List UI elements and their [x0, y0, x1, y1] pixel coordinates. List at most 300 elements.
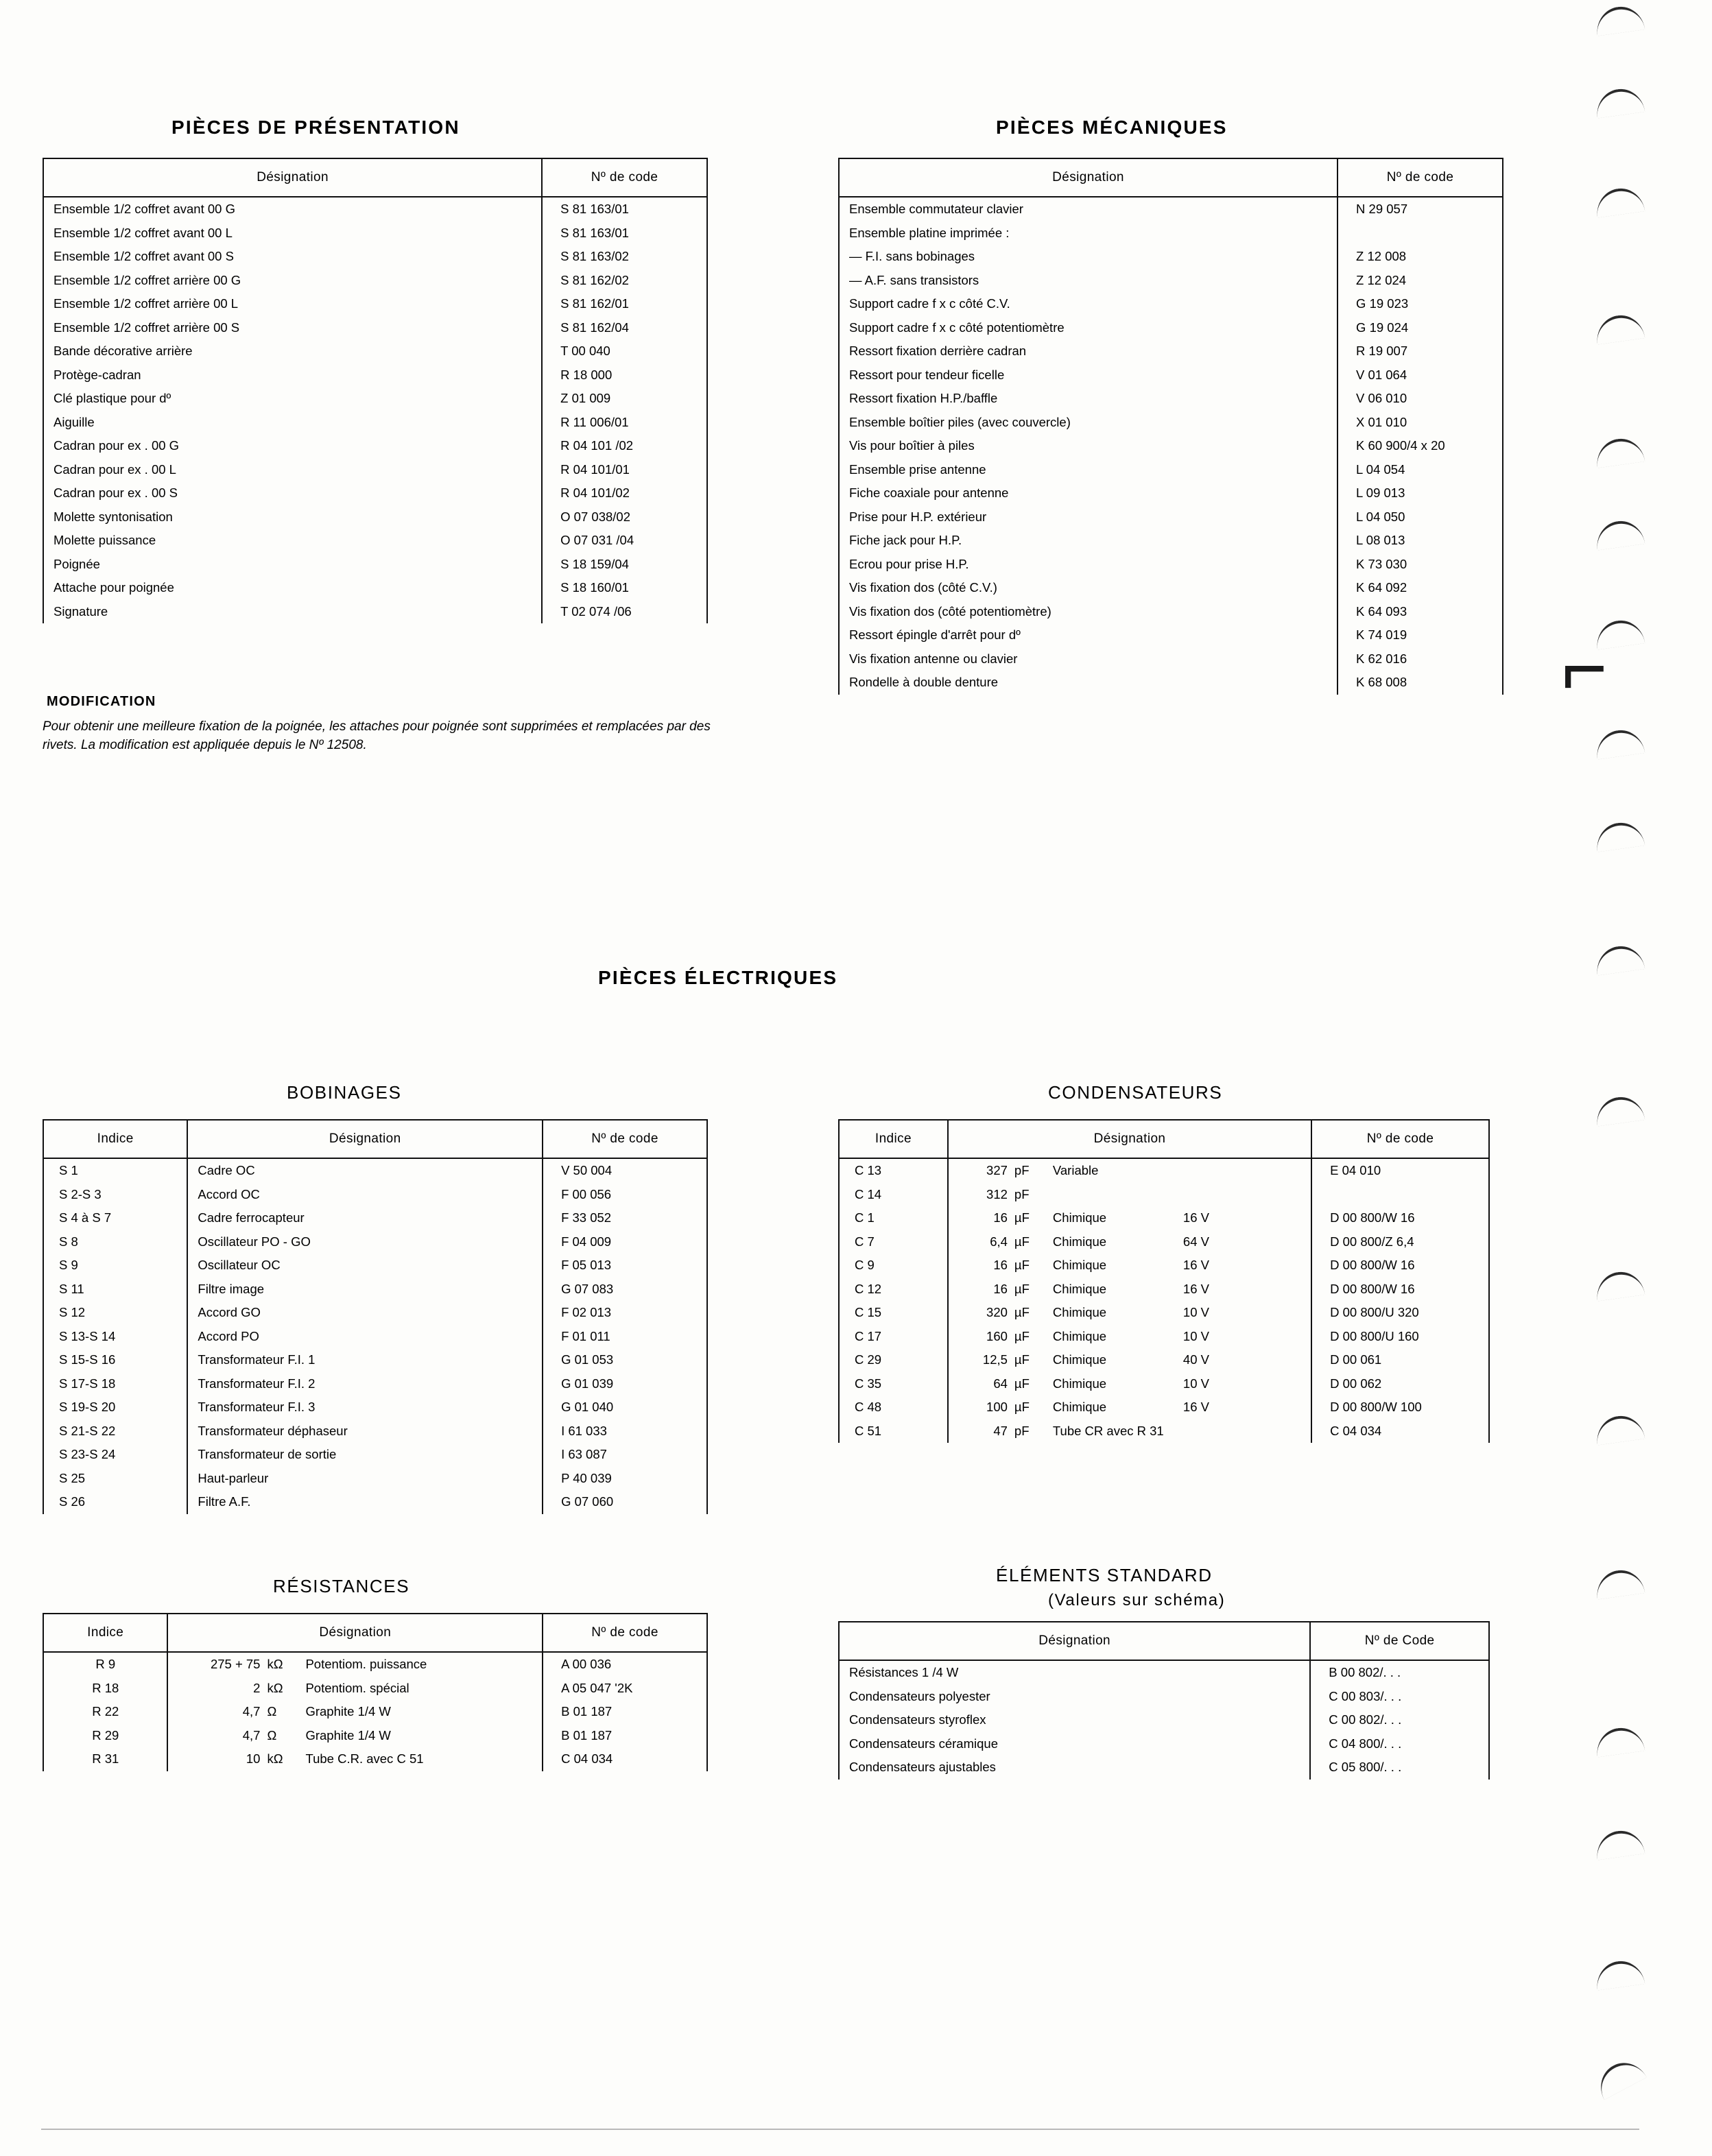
cell-voltage: 16 V: [1182, 1400, 1209, 1414]
cell-code: K 64 092: [1338, 576, 1503, 600]
table-row: [839, 1660, 1489, 1685]
table-header-row: [839, 158, 1503, 197]
binding-mark-icon: [1594, 1269, 1645, 1301]
table-body: [839, 1660, 1489, 1780]
table-row: [839, 481, 1503, 505]
cell-value: 320: [986, 1305, 1008, 1319]
binding-mark-icon: [1594, 1094, 1645, 1126]
cell-code: S 81 162/02: [542, 269, 707, 293]
cell-unit: kΩ: [267, 1657, 283, 1671]
cell-code: G 07 060: [543, 1490, 707, 1514]
table-row: [43, 1700, 707, 1724]
cell-code: G 19 024: [1338, 316, 1503, 340]
cell-designation: [167, 1700, 543, 1724]
cell-value: 10: [246, 1751, 261, 1766]
cell-designation: Bande décorative arrière: [43, 339, 542, 363]
binding-mark-icon: [1594, 435, 1645, 468]
cell-designation: Transformateur déphaseur: [187, 1420, 543, 1444]
cell-indice: S 25: [43, 1467, 187, 1491]
table-row: [43, 1230, 707, 1254]
col-designation: Désignation: [43, 158, 542, 197]
cell-indice: S 4 à S 7: [43, 1206, 187, 1230]
cell-code: R 04 101/01: [542, 458, 707, 482]
cell-unit: µF: [1014, 1234, 1030, 1249]
cell-voltage: 16 V: [1182, 1258, 1209, 1272]
table-row: [43, 576, 707, 600]
cell-code: F 05 013: [543, 1254, 707, 1278]
cell-code: C 05 800/. . .: [1310, 1756, 1489, 1780]
cell-designation: — A.F. sans transistors: [839, 269, 1338, 293]
table-row: [839, 1158, 1489, 1183]
cell-indice: R 22: [43, 1700, 167, 1724]
table-row: [839, 1301, 1489, 1325]
cell-indice: S 17-S 18: [43, 1372, 187, 1396]
cell-designation: Ressort fixation derrière cadran: [839, 339, 1338, 363]
cell-code: O 07 038/02: [542, 505, 707, 529]
cell-code: T 02 074 /06: [542, 600, 707, 624]
table-row: [839, 1756, 1489, 1780]
cell-code: D 00 800/W 16: [1311, 1254, 1489, 1278]
cell-designation: Cadre OC: [187, 1158, 543, 1183]
cell-type: Chimique: [1052, 1258, 1107, 1272]
cell-voltage: 40 V: [1182, 1352, 1209, 1367]
cell-designation: — F.I. sans bobinages: [839, 245, 1338, 269]
table-row: [839, 647, 1503, 671]
col-designation: Désignation: [187, 1120, 543, 1158]
cell-designation: Transformateur de sortie: [187, 1443, 543, 1467]
col-code: Nº de Code: [1310, 1622, 1489, 1660]
cell-code: D 00 800/W 16: [1311, 1278, 1489, 1302]
cell-code: G 07 083: [543, 1278, 707, 1302]
binding-mark-icon: [1594, 819, 1645, 852]
cell-indice: R 18: [43, 1677, 167, 1701]
table-row: [43, 1747, 707, 1771]
cell-code: V 50 004: [543, 1158, 707, 1183]
cell-code: S 18 160/01: [542, 576, 707, 600]
cell-designation: [948, 1254, 1311, 1278]
cell-type: Potentiom. spécial: [305, 1680, 409, 1695]
table-row: [839, 553, 1503, 577]
cell-type: Chimique: [1052, 1210, 1107, 1225]
cell-designation: [948, 1325, 1311, 1349]
cell-code: B 01 187: [543, 1724, 707, 1748]
cell-code: L 04 050: [1338, 505, 1503, 529]
table-row: [839, 411, 1503, 435]
binding-mark-icon: [1594, 943, 1645, 975]
table-row: [839, 434, 1503, 458]
cell-code: F 04 009: [543, 1230, 707, 1254]
cell-code: L 08 013: [1338, 529, 1503, 553]
section-title-electriques: PIÈCES ÉLECTRIQUES: [598, 967, 838, 988]
binding-mark-icon: [1594, 727, 1645, 759]
table-row: [839, 1685, 1489, 1709]
table-row: [43, 1278, 707, 1302]
cell-type: Chimique: [1052, 1352, 1107, 1367]
binding-mark-icon: [1594, 312, 1645, 344]
cell-code: F 02 013: [543, 1301, 707, 1325]
cell-designation: [948, 1420, 1311, 1444]
cell-designation: Cadran pour ex . 00 S: [43, 481, 542, 505]
cell-designation: Cadran pour ex . 00 L: [43, 458, 542, 482]
table-row: [43, 1420, 707, 1444]
cell-value: 2: [253, 1680, 261, 1695]
cell-type: Graphite 1/4 W: [305, 1727, 391, 1742]
table-row: [43, 600, 707, 624]
cell-code: G 19 023: [1338, 292, 1503, 316]
cell-unit: µF: [1014, 1328, 1030, 1343]
cell-designation: Attache pour poignée: [43, 576, 542, 600]
cell-code: G 01 040: [543, 1396, 707, 1420]
cell-code: Z 12 024: [1338, 269, 1503, 293]
table-row: [43, 316, 707, 340]
cell-unit: pF: [1014, 1163, 1030, 1177]
cell-code: S 81 163/01: [542, 221, 707, 245]
cell-designation: Rondelle à double denture: [839, 671, 1338, 695]
table-row: [839, 292, 1503, 316]
cell-designation: Ensemble 1/2 coffret arrière 00 S: [43, 316, 542, 340]
cell-designation: Ensemble 1/2 coffret avant 00 G: [43, 197, 542, 221]
cell-code: C 04 800/. . .: [1310, 1732, 1489, 1756]
cell-designation: Vis pour boîtier à piles: [839, 434, 1338, 458]
cell-designation: Molette syntonisation: [43, 505, 542, 529]
table-row: [839, 1348, 1489, 1372]
cell-indice: S 2-S 3: [43, 1183, 187, 1207]
cell-designation: Haut-parleur: [187, 1467, 543, 1491]
subsection-title-bobinages: BOBINAGES: [287, 1082, 402, 1103]
cell-value: 4,7: [242, 1727, 261, 1742]
cell-code: O 07 031 /04: [542, 529, 707, 553]
cell-code: F 00 056: [543, 1183, 707, 1207]
cell-indice: C 7: [839, 1230, 948, 1254]
cell-code: K 68 008: [1338, 671, 1503, 695]
cell-designation: Filtre image: [187, 1278, 543, 1302]
cell-indice: R 9: [43, 1652, 167, 1677]
table-bobinages: [43, 1119, 708, 1514]
cell-value: 327: [986, 1163, 1008, 1177]
table-row: [839, 671, 1503, 695]
cell-unit: µF: [1014, 1305, 1030, 1319]
cell-code: [1311, 1183, 1489, 1207]
cell-code: S 18 159/04: [542, 553, 707, 577]
cell-voltage: 64 V: [1182, 1234, 1209, 1249]
cell-designation: Ensemble prise antenne: [839, 458, 1338, 482]
cell-code: T 00 040: [542, 339, 707, 363]
table-row: [839, 576, 1503, 600]
cell-designation: Ressort fixation H.P./baffle: [839, 387, 1338, 411]
subsection-title-resistances: RÉSISTANCES: [273, 1576, 410, 1596]
table-row: [43, 481, 707, 505]
table-row: [43, 387, 707, 411]
cell-code: F 33 052: [543, 1206, 707, 1230]
cell-designation: Condensateurs styroflex: [839, 1708, 1310, 1732]
col-designation: Désignation: [839, 158, 1338, 197]
cell-code: L 04 054: [1338, 458, 1503, 482]
cell-indice: S 12: [43, 1301, 187, 1325]
table-row: [43, 1372, 707, 1396]
table-row: [43, 339, 707, 363]
table-mecaniques: [838, 158, 1503, 695]
cell-code: A 00 036: [543, 1652, 707, 1677]
table-body: [43, 197, 707, 623]
cell-code: B 01 187: [543, 1700, 707, 1724]
cell-code: N 29 057: [1338, 197, 1503, 221]
subsection-title-condensateurs: CONDENSATEURS: [1048, 1082, 1223, 1103]
table-header-row: [43, 1120, 707, 1158]
modification-title: MODIFICATION: [47, 694, 156, 709]
col-indice: Indice: [43, 1614, 167, 1652]
cell-code: S 81 162/01: [542, 292, 707, 316]
table-row: [43, 434, 707, 458]
cell-indice: S 15-S 16: [43, 1348, 187, 1372]
table-row: [839, 1278, 1489, 1302]
col-designation: Désignation: [948, 1120, 1311, 1158]
cell-indice: C 13: [839, 1158, 948, 1183]
cell-designation: Fiche jack pour H.P.: [839, 529, 1338, 553]
cell-value: 64: [993, 1376, 1008, 1391]
cell-designation: Aiguille: [43, 411, 542, 435]
cell-indice: C 35: [839, 1372, 948, 1396]
table-row: [839, 1372, 1489, 1396]
cell-indice: S 13-S 14: [43, 1325, 187, 1349]
table-row: [839, 1254, 1489, 1278]
cell-indice: C 14: [839, 1183, 948, 1207]
table-row: [43, 221, 707, 245]
cell-code: K 64 093: [1338, 600, 1503, 624]
cell-code: E 04 010: [1311, 1158, 1489, 1183]
table-row: [43, 1301, 707, 1325]
table-row: [839, 1183, 1489, 1207]
table-row: [43, 529, 707, 553]
table-row: [43, 197, 707, 221]
table-row: [43, 1254, 707, 1278]
cell-code: X 01 010: [1338, 411, 1503, 435]
binding-mark-icon: [1594, 1725, 1645, 1757]
cell-designation: Condensateurs polyester: [839, 1685, 1310, 1709]
cell-type: Tube CR avec R 31: [1052, 1423, 1164, 1438]
table-row: [43, 458, 707, 482]
table-row: [839, 1708, 1489, 1732]
cell-code: D 00 062: [1311, 1372, 1489, 1396]
cell-voltage: 10 V: [1182, 1305, 1209, 1319]
cell-designation: Molette puissance: [43, 529, 542, 553]
cell-indice: S 23-S 24: [43, 1443, 187, 1467]
cell-designation: Accord GO: [187, 1301, 543, 1325]
cell-designation: [948, 1348, 1311, 1372]
cell-designation: Oscillateur PO - GO: [187, 1230, 543, 1254]
page-bottom-rule: [41, 2129, 1639, 2130]
table-standard: [838, 1621, 1490, 1780]
cell-indice: S 21-S 22: [43, 1420, 187, 1444]
table-row: [43, 1348, 707, 1372]
cell-code: K 60 900/4 x 20: [1338, 434, 1503, 458]
cell-indice: C 15: [839, 1301, 948, 1325]
cell-designation: Transformateur F.I. 3: [187, 1396, 543, 1420]
cell-code: C 00 802/. . .: [1310, 1708, 1489, 1732]
cell-designation: Ressort pour tendeur ficelle: [839, 363, 1338, 387]
table-row: [839, 363, 1503, 387]
cell-indice: R 31: [43, 1747, 167, 1771]
cell-designation: [948, 1158, 1311, 1183]
cell-value: 275 + 75: [210, 1657, 261, 1671]
cell-code: R 19 007: [1338, 339, 1503, 363]
col-code: Nº de code: [1311, 1120, 1489, 1158]
table-row: [43, 1443, 707, 1467]
table-body: [43, 1158, 707, 1514]
cell-code: S 81 163/02: [542, 245, 707, 269]
cell-designation: Oscillateur OC: [187, 1254, 543, 1278]
cell-unit: µF: [1014, 1281, 1030, 1296]
table-row: [43, 292, 707, 316]
cell-designation: [167, 1677, 543, 1701]
col-indice: Indice: [839, 1120, 948, 1158]
table-row: [43, 1396, 707, 1420]
table-row: [839, 1325, 1489, 1349]
table-row: [839, 387, 1503, 411]
cell-designation: Ensemble commutateur clavier: [839, 197, 1338, 221]
table-condensateurs: [838, 1119, 1490, 1443]
binding-mark-icon: [1594, 185, 1645, 217]
cell-code: B 00 802/. . .: [1310, 1660, 1489, 1685]
cell-designation: Signature: [43, 600, 542, 624]
cell-designation: Fiche coaxiale pour antenne: [839, 481, 1338, 505]
col-designation: Désignation: [167, 1614, 543, 1652]
table-header-row: [43, 1614, 707, 1652]
binding-mark-icon: [1594, 518, 1645, 550]
col-code: Nº de code: [1338, 158, 1503, 197]
cell-value: 160: [986, 1328, 1008, 1343]
cell-designation: Ensemble boîtier piles (avec couvercle): [839, 411, 1338, 435]
cell-unit: pF: [1014, 1186, 1030, 1201]
cell-value: 16: [993, 1281, 1008, 1296]
binding-mark-icon: [1594, 1958, 1645, 1990]
cell-unit: µF: [1014, 1352, 1030, 1367]
cell-designation: Support cadre f x c côté C.V.: [839, 292, 1338, 316]
cell-designation: Filtre A.F.: [187, 1490, 543, 1514]
table-row: [839, 197, 1503, 221]
subsection-subtitle-standard: (Valeurs sur schéma): [1048, 1591, 1226, 1609]
cell-code: F 01 011: [543, 1325, 707, 1349]
cell-designation: [167, 1652, 543, 1677]
table-resistances: [43, 1613, 708, 1771]
cell-value: 4,7: [242, 1704, 261, 1718]
cell-value: 312: [986, 1186, 1008, 1201]
cell-code: C 04 034: [1311, 1420, 1489, 1444]
cell-designation: Ensemble 1/2 coffret avant 00 S: [43, 245, 542, 269]
cell-indice: C 1: [839, 1206, 948, 1230]
cell-code: I 63 087: [543, 1443, 707, 1467]
cell-value: 12,5: [982, 1352, 1008, 1367]
cell-type: Graphite 1/4 W: [305, 1704, 391, 1718]
cell-designation: [948, 1372, 1311, 1396]
cell-indice: S 19-S 20: [43, 1396, 187, 1420]
cell-code: S 81 163/01: [542, 197, 707, 221]
table-header-row: [839, 1622, 1489, 1660]
cell-indice: S 1: [43, 1158, 187, 1183]
table-row: [839, 1206, 1489, 1230]
cell-code: R 04 101 /02: [542, 434, 707, 458]
cell-designation: Vis fixation dos (côté C.V.): [839, 576, 1338, 600]
cell-designation: [948, 1206, 1311, 1230]
cell-indice: C 48: [839, 1396, 948, 1420]
cell-value: 6,4: [990, 1234, 1008, 1249]
cell-unit: Ω: [267, 1727, 277, 1742]
cell-code: A 05 047 '2K: [543, 1677, 707, 1701]
table-row: [43, 363, 707, 387]
cell-type: Chimique: [1052, 1400, 1107, 1414]
cell-voltage: 10 V: [1182, 1376, 1209, 1391]
table-header-row: [839, 1120, 1489, 1158]
binding-mark-icon: [1594, 1567, 1645, 1599]
table-row: [43, 1652, 707, 1677]
cell-designation: [948, 1230, 1311, 1254]
table-row: [43, 245, 707, 269]
cell-code: P 40 039: [543, 1467, 707, 1491]
cell-designation: Vis fixation antenne ou clavier: [839, 647, 1338, 671]
table-row: [43, 553, 707, 577]
table-row: [43, 1206, 707, 1230]
cell-code: G 01 039: [543, 1372, 707, 1396]
cell-type: Chimique: [1052, 1281, 1107, 1296]
table-body: [839, 1158, 1489, 1443]
cell-code: K 73 030: [1338, 553, 1503, 577]
cell-designation: Poignée: [43, 553, 542, 577]
cell-code: V 01 064: [1338, 363, 1503, 387]
cell-indice: S 11: [43, 1278, 187, 1302]
cell-designation: Cadre ferrocapteur: [187, 1206, 543, 1230]
table-header-row: [43, 158, 707, 197]
cell-designation: [948, 1278, 1311, 1302]
cell-code: V 06 010: [1338, 387, 1503, 411]
cell-code: R 11 006/01: [542, 411, 707, 435]
cell-designation: [948, 1396, 1311, 1420]
col-indice: Indice: [43, 1120, 187, 1158]
cell-voltage: 16 V: [1182, 1210, 1209, 1225]
cell-designation: Condensateurs ajustables: [839, 1756, 1310, 1780]
table-row: [839, 221, 1503, 245]
table-row: [839, 1396, 1489, 1420]
cell-code: D 00 800/W 100: [1311, 1396, 1489, 1420]
binding-mark-icon: [1594, 86, 1645, 118]
cell-code: C 04 034: [543, 1747, 707, 1771]
binding-mark-icon: [1594, 1413, 1645, 1445]
cell-indice: C 17: [839, 1325, 948, 1349]
cell-code: Z 12 008: [1338, 245, 1503, 269]
table-row: [43, 269, 707, 293]
binding-mark-icon: [1592, 2055, 1647, 2100]
table-row: [839, 245, 1503, 269]
cell-designation: Ecrou pour prise H.P.: [839, 553, 1338, 577]
cell-designation: Prise pour H.P. extérieur: [839, 505, 1338, 529]
cell-designation: Transformateur F.I. 2: [187, 1372, 543, 1396]
cell-designation: Transformateur F.I. 1: [187, 1348, 543, 1372]
table-row: [43, 1183, 707, 1207]
subsection-title-standard: ÉLÉMENTS STANDARD: [996, 1565, 1213, 1585]
cell-unit: µF: [1014, 1258, 1030, 1272]
cell-code: C 00 803/. . .: [1310, 1685, 1489, 1709]
cell-designation: [167, 1747, 543, 1771]
cell-code: S 81 162/04: [542, 316, 707, 340]
table-row: [839, 458, 1503, 482]
cell-code: D 00 800/U 160: [1311, 1325, 1489, 1349]
section-title-mecaniques: PIÈCES MÉCANIQUES: [996, 117, 1228, 138]
table-row: [839, 316, 1503, 340]
cell-code: [1338, 221, 1503, 245]
cell-designation: Ensemble 1/2 coffret arrière 00 L: [43, 292, 542, 316]
cell-designation: Clé plastique pour dº: [43, 387, 542, 411]
binding-mark-icon: [1594, 1828, 1645, 1860]
cell-value: 16: [993, 1258, 1008, 1272]
cell-value: 47: [993, 1423, 1008, 1438]
